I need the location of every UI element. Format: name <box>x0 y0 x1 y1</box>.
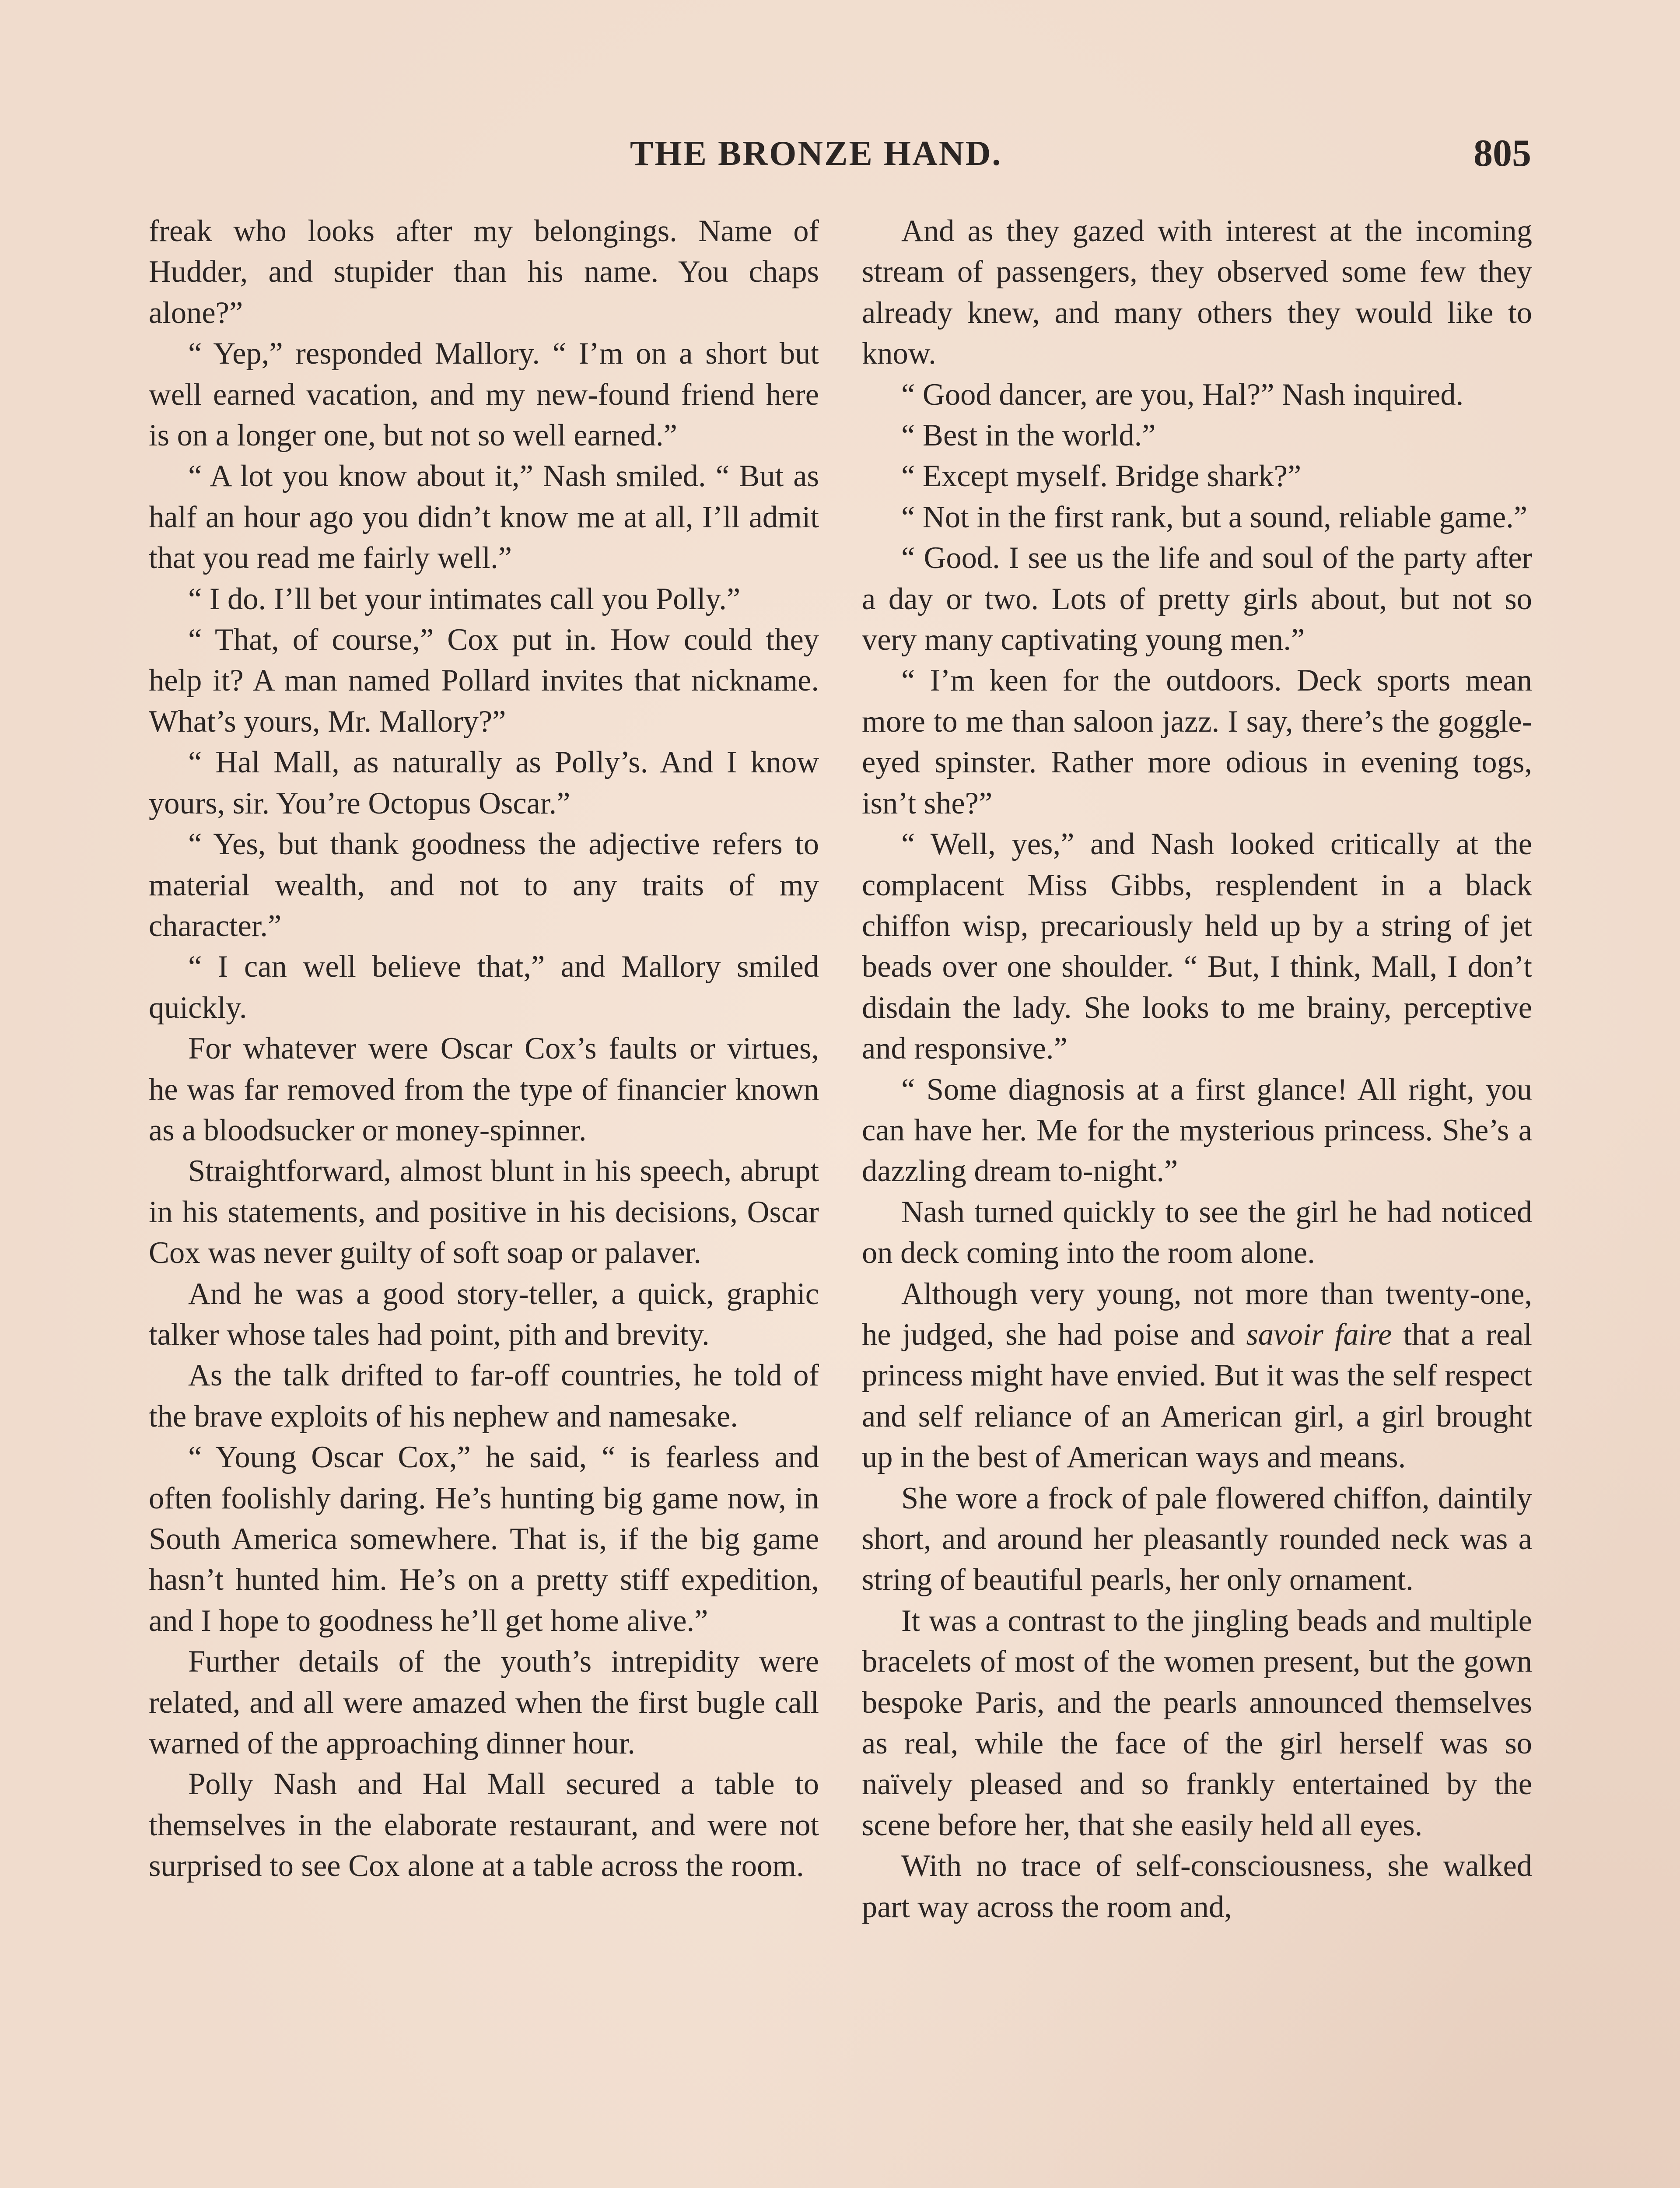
paragraph: It was a contrast to the jingling beads and multiple bracelets of most of the women present, but the gown bespoke Paris, and the pearls announced themselves as real, while the face of the girl herself was so naïvely pleased and so frankly entertained by the scene before her, that she easily held all eyes. <box>862 1603 1532 1842</box>
paragraph: For whatever were Oscar Cox’s faults or virtues, he was far removed from the type of financier known as a bloodsucker or money-spinner. <box>149 1031 819 1147</box>
paragraph: “ I do. I’ll bet your intimates call you Polly.” <box>188 582 741 616</box>
paragraph: With no trace of self-consciousness, she walked part way across the room and, <box>862 1849 1532 1924</box>
paragraph: Nash turned quickly to see the girl he had noticed on deck coming into the room alone. <box>862 1195 1532 1270</box>
paragraph: “ A lot you know about it,” Nash smiled. “ But as half an hour ago you didn’t know me at all, I’ll admit that you read me fairly well.” <box>149 459 819 575</box>
text-run: Although very young, not more than twenty-one, he judged, she had poise and <box>862 1276 1532 1352</box>
paragraph: Polly Nash and Hal Mall secured a table to themselves in the elaborate restaurant, and were not surprised to see Cox alone at a table across the room. <box>149 1767 819 1883</box>
paragraph: “ Well, yes,” and Nash looked critically at the complacent Miss Gibbs, resplendent in a black chiffon wisp, precariously held up by a string of jet beads over one shoulder. “ But, I think, Mall, I don’t disdain the lady. She looks to me brainy, perceptive and responsive.” <box>862 827 1532 1066</box>
paragraph: “ Good dancer, are you, Hal?” Nash inquired. <box>901 377 1464 412</box>
paragraph: As the talk drifted to far-off countries, he told of the brave exploits of his nephew and namesake. <box>149 1358 819 1434</box>
paragraph: “ Hal Mall, as naturally as Polly’s. And I know yours, sir. You’re Octopus Oscar.” <box>149 745 819 820</box>
paragraph: “ I can well believe that,” and Mallory smiled quickly. <box>149 950 819 1025</box>
left-text-column <box>149 211 819 1887</box>
right-text-column <box>862 211 1532 1928</box>
paragraph: Straightforward, almost blunt in his speech, abrupt in his statements, and positive in his decisions, Oscar Cox was never guilty of soft soap or palaver. <box>149 1154 819 1270</box>
paragraph: “ That, of course,” Cox put in. How could they help it? A man named Pollard invites that nickname. What’s yours, Mr. Mallory?” <box>149 623 819 739</box>
running-title: THE BRONZE HAND. <box>630 134 1002 173</box>
paragraph: And as they gazed with interest at the incoming stream of passengers, they observed some few they already knew, and many others they would like to know. <box>862 214 1532 371</box>
paragraph: freak who looks after my belongings. Name of Hudder, and stupider than his name. You chaps alone?” <box>149 214 819 330</box>
text-run: that a real princess might have envied. But it was the self respect and self reliance of an American girl, a girl brought up in the best of American ways and means. <box>862 1317 1533 1475</box>
paragraph: “ Best in the world.” <box>901 418 1156 453</box>
paragraph: “ Not in the first rank, but a sound, reliable game.” <box>901 500 1528 534</box>
paragraph: “ I’m keen for the outdoors. Deck sports mean more to me than saloon jazz. I say, there’s the goggle-eyed spinster. Rather more odious in evening togs, isn’t she?” <box>862 663 1532 820</box>
italic-phrase: savoir faire <box>1246 1317 1392 1352</box>
paragraph: Further details of the youth’s intrepidity were related, and all were amazed when the first bugle call warned of the approaching dinner hour. <box>149 1645 819 1761</box>
paragraph: And he was a good story-teller, a quick, graphic talker whose tales had point, pith and brevity. <box>149 1276 819 1352</box>
paragraph: She wore a frock of pale flowered chiffon, daintily short, and around her pleasantly rounded neck was a string of beautiful pearls, her only ornament. <box>862 1481 1532 1597</box>
paragraph: “ Yep,” responded Mallory. “ I’m on a short but well earned vacation, and my new-found friend here is on a longer one, but not so well earned.” <box>149 337 819 453</box>
paragraph: “ Good. I see us the life and soul of the party after a day or two. Lots of pretty girls about, but not so very many captivating young men.” <box>862 541 1532 657</box>
paragraph <box>862 1274 1532 1478</box>
paragraph: “ Except myself. Bridge shark?” <box>901 459 1302 494</box>
page-number: 805 <box>1474 132 1531 175</box>
paragraph: “ Some diagnosis at a first glance! All right, you can have her. Me for the mysterious princess. She’s a dazzling dream to-night.” <box>862 1072 1532 1189</box>
paragraph: “ Young Oscar Cox,” he said, “ is fearless and often foolishly daring. He’s hunting big game now, in South America somewhere. That is, if the big game hasn’t hunted him. He’s on a pretty stiff expedition, and I hope to goodness he’ll get home alive.” <box>149 1440 819 1638</box>
paragraph: “ Yes, but thank goodness the adjective refers to material wealth, and not to any traits of my character.” <box>149 827 819 943</box>
